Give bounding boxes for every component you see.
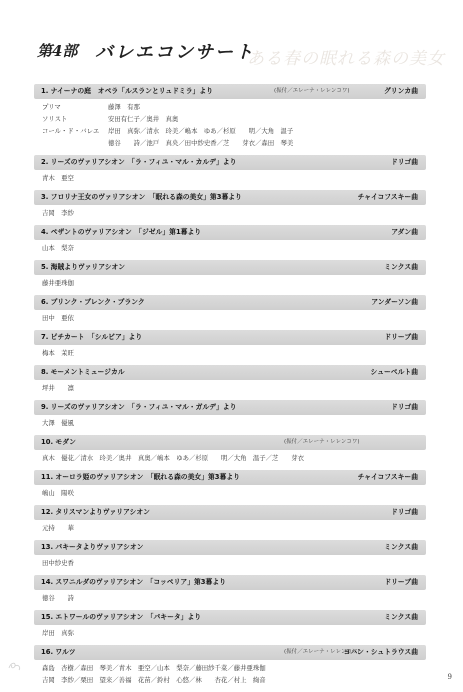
flourish-ornament-icon [7, 660, 23, 672]
program-item-title: 12. タリスマンよりヴァリアシオン [41, 508, 150, 516]
composer-label: ドリゴ曲 [390, 403, 418, 411]
program-item-title: 2. リーズのヴァリアシオン 「ラ・フィユ・マル・カルデ」より [41, 158, 237, 166]
program-item-header [34, 260, 426, 275]
performer-list [34, 380, 426, 397]
performer-row [42, 453, 426, 465]
choreographer-note: (振付／エレーナ・レレンコワ) [284, 649, 360, 655]
performer-list [34, 415, 426, 432]
page-header [37, 38, 445, 69]
performer-names: 青木 亜空 [42, 174, 74, 182]
performer-list [34, 520, 426, 537]
part-label: 第4部 [37, 42, 78, 60]
program-item [34, 155, 426, 187]
performer-role: ソリスト [42, 115, 68, 123]
performer-names: 吉岡 李紗 [42, 209, 74, 217]
performer-row [42, 383, 426, 395]
program-item-header [34, 435, 426, 450]
composer-label: ヨハン・シュトラウス曲 [343, 648, 418, 656]
performer-list [34, 555, 426, 572]
choreographer-note: (振付／エレーナ・レレンコワ) [284, 439, 360, 445]
program-item-title: 16. ワルツ [41, 648, 76, 656]
program-item [34, 330, 426, 362]
choreographer-note: (振付／エレーナ・レレンコワ) [274, 88, 350, 94]
program-item-header [34, 645, 426, 660]
performer-row [42, 126, 426, 138]
program-item [34, 610, 426, 642]
program-item-header [34, 84, 426, 99]
performer-list [34, 170, 426, 187]
composer-label: シューベルト曲 [370, 368, 418, 376]
performer-list [34, 590, 426, 607]
performer-list [34, 625, 426, 642]
performer-names: 梅本 茉旺 [42, 349, 74, 357]
performer-names: 岸田 真弥／清水 玲美／嶋本 ゆあ／杉原 明／大角 温子 [108, 127, 294, 135]
performer-row [42, 114, 426, 126]
performer-names: 徳谷 詩／池戸 真央／田中紗史香／芝 芽衣／森田 琴美 [108, 139, 294, 147]
program-item-header [34, 330, 426, 345]
program-item [34, 84, 426, 152]
program-item-title: 5. 海賊よりヴァリアシオン [41, 263, 126, 271]
program-item-title: 6. プリンク・プレンク・プランク [41, 298, 145, 306]
performer-row [42, 208, 426, 220]
program-item-header [34, 225, 426, 240]
composer-label: ミンクス曲 [384, 613, 418, 621]
program-item [34, 225, 426, 257]
performer-list [34, 660, 426, 689]
performer-list [34, 99, 426, 152]
program-item-header [34, 470, 426, 485]
performer-row [42, 558, 426, 570]
program-item-title: 4. ペザントのヴァリアシオン 「ジゼル」第1幕より [41, 228, 202, 236]
composer-label: ドリゴ曲 [390, 158, 418, 166]
performer-row [42, 138, 426, 150]
composer-label: アダン曲 [391, 228, 418, 236]
performer-names: 大澤 優風 [42, 419, 74, 427]
performer-names: 真木 優花／清水 玲美／奥井 真奥／嶋本 ゆあ／杉原 明／大角 温子／芝 芽衣 [42, 454, 305, 462]
program-item [34, 295, 426, 327]
performer-names: 藤澤 有那 [108, 103, 140, 111]
composer-label: チャイコフスキー曲 [357, 193, 418, 201]
performer-row [42, 243, 426, 255]
performer-row [42, 593, 426, 605]
performer-role: コール・ド・バレエ [42, 127, 100, 135]
performer-names: 藤井亜珠伽 [42, 279, 74, 287]
program-item [34, 470, 426, 502]
composer-label: チャイコフスキー曲 [357, 473, 418, 481]
performer-row [42, 102, 426, 114]
performer-row [42, 313, 426, 325]
header-watermark: ある春の眠れる森の美女 [247, 49, 445, 69]
performer-names: 坪井 凛 [42, 384, 74, 392]
performer-list [34, 345, 426, 362]
program-item-header [34, 190, 426, 205]
program-item [34, 365, 426, 397]
performer-names: 安田有仁子／奥井 真奥 [108, 115, 179, 123]
performer-list [34, 450, 426, 467]
performer-names: 嶋山 陽咲 [42, 489, 74, 497]
page-number: 9 [447, 673, 452, 681]
program-item-title: 8. モーメントミュージカル [41, 368, 125, 376]
composer-label: ドリゴ曲 [390, 508, 418, 516]
program-item-header [34, 295, 426, 310]
composer-label: グリンカ曲 [384, 87, 418, 95]
program-item [34, 260, 426, 292]
performer-names: 吉岡 李紗／栗田 望来／善福 花苗／鈴村 心悠／林 杏花／村上 絢音 [42, 676, 266, 684]
program-item [34, 645, 426, 689]
performer-row [42, 348, 426, 360]
performer-row [42, 675, 426, 687]
performer-row [42, 173, 426, 185]
performer-row [42, 488, 426, 500]
program-item [34, 540, 426, 572]
program-item-title: 11. オーロラ姫のヴァリアシオン 「眠れる森の美女」第3幕より [41, 473, 240, 481]
program-item [34, 400, 426, 432]
program-item-header [34, 365, 426, 380]
performer-names: 徳谷 詩 [42, 594, 74, 602]
program-item-header [34, 575, 426, 590]
program-item [34, 505, 426, 537]
performer-names: 元持 華 [42, 524, 74, 532]
performer-names: 岸田 真弥 [42, 629, 74, 637]
performer-row [42, 663, 426, 675]
composer-label: ドリーブ曲 [384, 333, 418, 341]
performer-role: プリマ [42, 103, 61, 111]
performer-row [42, 418, 426, 430]
composer-label: ミンクス曲 [384, 543, 418, 551]
program-item-header [34, 155, 426, 170]
program-item-title: 9. リーズのヴァリアシオン 「ラ・フィユ・マル・ガルデ」より [41, 403, 237, 411]
program-item-title: 7. ピチカート 「シルビア」より [41, 333, 143, 341]
performer-list [34, 310, 426, 327]
performer-row [42, 523, 426, 535]
composer-label: ミンクス曲 [384, 263, 418, 271]
performer-names: 田中 亜依 [42, 314, 74, 322]
program-item-header [34, 400, 426, 415]
performer-list [34, 485, 426, 502]
program-item-title: 14. スワニルダのヴァリアシオン 「コッペリア」第3幕より [41, 578, 226, 586]
performer-list [34, 240, 426, 257]
performer-row [42, 278, 426, 290]
program-item-header [34, 610, 426, 625]
program-item [34, 435, 426, 467]
program-item-title: 10. モダン [41, 438, 76, 446]
page-title: バレエコンサート [95, 42, 255, 63]
program-item-header [34, 540, 426, 555]
performer-names: 田中紗史香 [42, 559, 74, 567]
composer-label: アンダーソン曲 [371, 298, 418, 306]
program-item-title: 3. フロリナ王女のヴァリアシオン 「眠れる森の美女」第3幕より [41, 193, 242, 201]
program-item-header [34, 505, 426, 520]
program-list [34, 84, 426, 692]
performer-list [34, 275, 426, 292]
program-item [34, 190, 426, 222]
performer-names: 森島 杏樹／森田 琴美／青木 亜空／山本 梨奈／藤田紗千菜／藤井亜珠伽 [42, 664, 266, 672]
program-item-title: 1. ナイーナの庭 オペラ「ルスランとリュドミラ」より [41, 87, 213, 95]
performer-list [34, 205, 426, 222]
performer-row [42, 628, 426, 640]
composer-label: ドリーブ曲 [384, 578, 418, 586]
program-item-title: 15. エトワールのヴァリアシオン 「パキータ」より [41, 613, 202, 621]
program-item [34, 575, 426, 607]
program-item-title: 13. パキータよりヴァリアシオン [41, 543, 144, 551]
performer-names: 山本 梨奈 [42, 244, 74, 252]
